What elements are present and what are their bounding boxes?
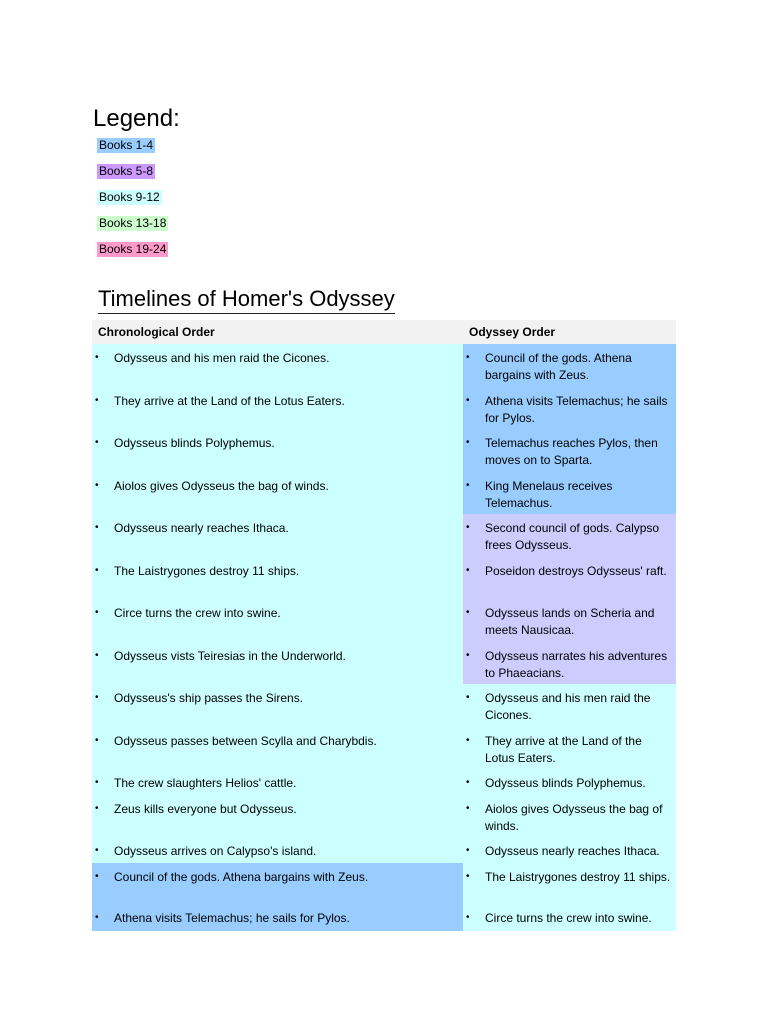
bullet-icon: • xyxy=(466,522,470,533)
row-text: Zeus kills everyone but Odysseus. xyxy=(114,802,297,816)
table-row xyxy=(463,557,676,599)
table-row xyxy=(463,727,676,769)
table-row xyxy=(92,642,463,684)
row-text: Aiolos gives Odysseus the bag of winds. xyxy=(485,802,663,833)
table-row xyxy=(92,769,463,795)
bullet-icon: • xyxy=(466,650,470,661)
row-text: They arrive at the Land of the Lotus Eaters. xyxy=(114,394,345,408)
legend-item: Books 19-24 xyxy=(99,242,167,256)
table-row xyxy=(92,557,463,599)
table-row xyxy=(92,429,463,472)
row-text: Second council of gods. Calypso frees Odysseus. xyxy=(485,521,660,552)
table-row xyxy=(463,514,676,557)
row-text: Odysseus narrates his adventures to Phaeacians. xyxy=(485,649,668,680)
bullet-icon: • xyxy=(466,565,470,576)
odyssey-order-column xyxy=(463,344,676,931)
bullet-icon: • xyxy=(95,565,99,576)
bullet-icon: • xyxy=(95,395,99,406)
table-row xyxy=(92,863,463,904)
table-row xyxy=(92,472,463,514)
row-text: Odysseus blinds Polyphemus. xyxy=(114,436,275,450)
bullet-icon: • xyxy=(466,845,470,856)
bullet-icon: • xyxy=(95,871,99,882)
bullet-icon: • xyxy=(466,607,470,618)
row-text: Council of the gods. Athena bargains with Zeus. xyxy=(114,870,369,884)
row-text: Telemachus reaches Pylos, then moves on to Sparta. xyxy=(485,436,658,467)
table-row xyxy=(463,387,676,429)
row-text: Odysseus vists Teiresias in the Underworld. xyxy=(114,649,346,663)
bullet-icon: • xyxy=(466,692,470,703)
table-row xyxy=(463,863,676,904)
table-row xyxy=(92,837,463,863)
table-row xyxy=(92,514,463,557)
header-chronological: Chronological Order xyxy=(98,325,215,339)
bullet-icon: • xyxy=(95,735,99,746)
table-row xyxy=(92,727,463,769)
table-row xyxy=(463,642,676,684)
row-text: Athena visits Telemachus; he sails for Pylos. xyxy=(485,394,668,425)
legend-item: Books 13-18 xyxy=(99,216,167,230)
legend-item: Books 9-12 xyxy=(99,190,160,204)
row-text: Athena visits Telemachus; he sails for Pylos. xyxy=(114,911,350,925)
row-text: Odysseus nearly reaches Ithaca. xyxy=(114,521,289,535)
row-text: Odysseus and his men raid the Cicones. xyxy=(114,351,330,365)
bullet-icon: • xyxy=(95,522,99,533)
row-text: Aiolos gives Odysseus the bag of winds. xyxy=(114,479,329,493)
row-text: The crew slaughters Helios' cattle. xyxy=(114,776,297,790)
legend-title: Legend: xyxy=(93,105,180,132)
bullet-icon: • xyxy=(466,871,470,882)
legend-item: Books 1-4 xyxy=(99,138,154,152)
row-text: Odysseus nearly reaches Ithaca. xyxy=(485,844,660,858)
table-header xyxy=(92,320,676,344)
bullet-icon: • xyxy=(466,735,470,746)
row-text: They arrive at the Land of the Lotus Eaters. xyxy=(485,734,642,765)
table-row xyxy=(92,387,463,429)
bullet-icon: • xyxy=(466,437,470,448)
bullet-icon: • xyxy=(95,777,99,788)
table-row xyxy=(463,795,676,837)
table-row xyxy=(463,344,676,387)
row-text: Odysseus lands on Scheria and meets Nausicaa. xyxy=(485,606,655,637)
bullet-icon: • xyxy=(95,845,99,856)
bullet-icon: • xyxy=(95,692,99,703)
bullet-icon: • xyxy=(95,607,99,618)
page-title: Timelines of Homer's Odyssey xyxy=(98,285,395,314)
bullet-icon: • xyxy=(466,803,470,814)
row-text: The Laistrygones destroy 11 ships. xyxy=(114,564,300,578)
row-text: King Menelaus receives Telemachus. xyxy=(485,479,613,510)
table-row xyxy=(92,904,463,931)
bullet-icon: • xyxy=(95,912,99,923)
row-text: Odysseus passes between Scylla and Charybdis. xyxy=(114,734,377,748)
bullet-icon: • xyxy=(95,650,99,661)
row-text: Council of the gods. Athena bargains with Zeus. xyxy=(485,351,632,382)
bullet-icon: • xyxy=(466,395,470,406)
bullet-icon: • xyxy=(466,777,470,788)
bullet-icon: • xyxy=(466,352,470,363)
table-row xyxy=(92,599,463,642)
row-text: Odysseus blinds Polyphemus. xyxy=(485,776,646,790)
row-text: Circe turns the crew into swine. xyxy=(485,911,652,925)
bullet-icon: • xyxy=(466,480,470,491)
row-text: Odysseus arrives on Calypso's island. xyxy=(114,844,317,858)
bullet-icon: • xyxy=(95,480,99,491)
header-odyssey: Odyssey Order xyxy=(469,325,556,339)
legend-item: Books 5-8 xyxy=(99,164,154,178)
chronological-column xyxy=(92,344,463,931)
table-row xyxy=(92,344,463,387)
bullet-icon: • xyxy=(466,912,470,923)
row-text: Poseidon destroys Odysseus' raft. xyxy=(485,564,667,578)
table-row xyxy=(463,904,676,931)
table-row xyxy=(463,472,676,514)
bullet-icon: • xyxy=(95,437,99,448)
table-row xyxy=(463,429,676,472)
table-row xyxy=(463,599,676,642)
row-text: Odysseus's ship passes the Sirens. xyxy=(114,691,304,705)
table-row xyxy=(463,684,676,727)
row-text: Circe turns the crew into swine. xyxy=(114,606,281,620)
table-row xyxy=(92,684,463,727)
table-row xyxy=(463,837,676,863)
bullet-icon: • xyxy=(95,803,99,814)
bullet-icon: • xyxy=(95,352,99,363)
table-row xyxy=(92,795,463,837)
table-row xyxy=(463,769,676,795)
row-text: Odysseus and his men raid the Cicones. xyxy=(485,691,651,722)
row-text: The Laistrygones destroy 11 ships. xyxy=(485,870,671,884)
